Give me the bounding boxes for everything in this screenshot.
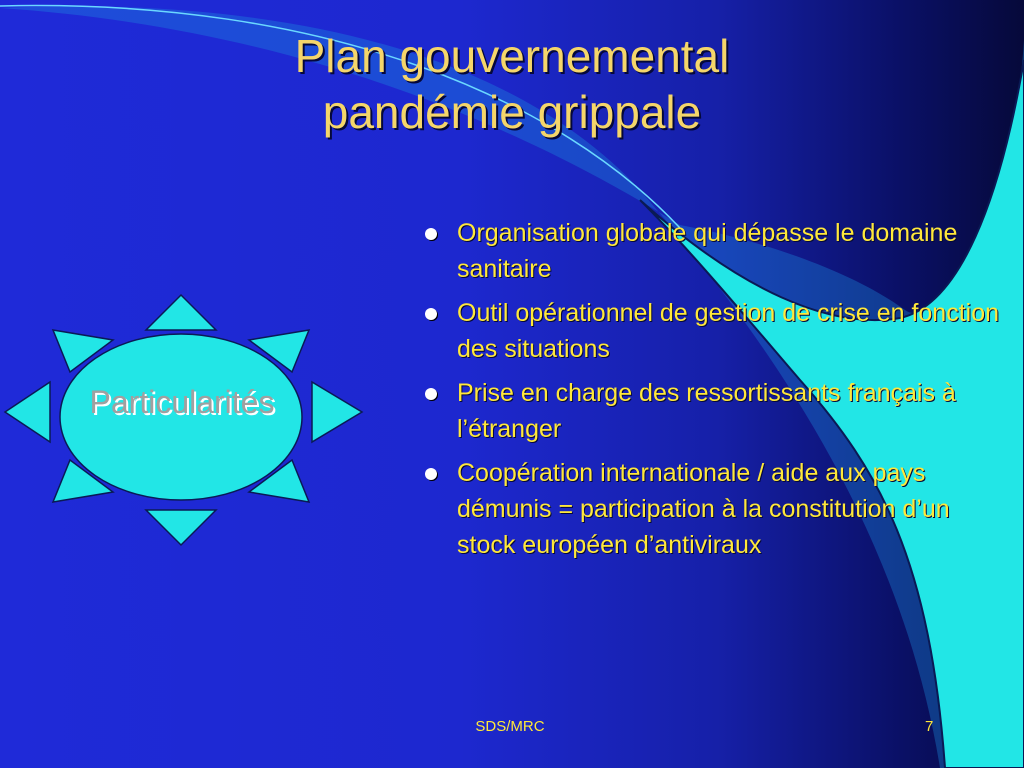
page-number: 7 xyxy=(925,718,934,735)
bullet-list xyxy=(420,215,1005,571)
sun-ray-top xyxy=(146,295,216,330)
bullet-item xyxy=(420,215,1005,287)
bullet-dot-icon xyxy=(425,228,437,240)
bullet-item xyxy=(420,455,1005,563)
bullet-text: Outil opérationnel de gestion de crise en fonction des situations xyxy=(457,299,1000,363)
sun-ray-bottom xyxy=(146,510,216,545)
bullet-text: Prise en charge des ressortissants français à l’étranger xyxy=(457,379,956,443)
sun-ray-left xyxy=(5,382,50,442)
bullet-dot-icon xyxy=(425,388,437,400)
bullet-item xyxy=(420,295,1005,367)
title-line-1: Plan gouvernemental xyxy=(294,30,730,82)
title-line-2: pandémie grippale xyxy=(322,86,702,138)
bullet-dot-icon xyxy=(425,468,437,480)
footer-text: SDS/MRC xyxy=(475,718,545,735)
sun-ray-right xyxy=(312,382,362,442)
bullet-dot-icon xyxy=(425,308,437,320)
slide-title xyxy=(130,28,894,140)
bullet-text: Coopération internationale / aide aux pays démunis = participation à la constitution d’un stock européen d’antiviraux xyxy=(457,459,950,559)
bullet-item xyxy=(420,375,1005,447)
bullet-text: Organisation globale qui dépasse le domaine sanitaire xyxy=(457,219,958,283)
diagram-label: Particularités xyxy=(89,384,275,420)
